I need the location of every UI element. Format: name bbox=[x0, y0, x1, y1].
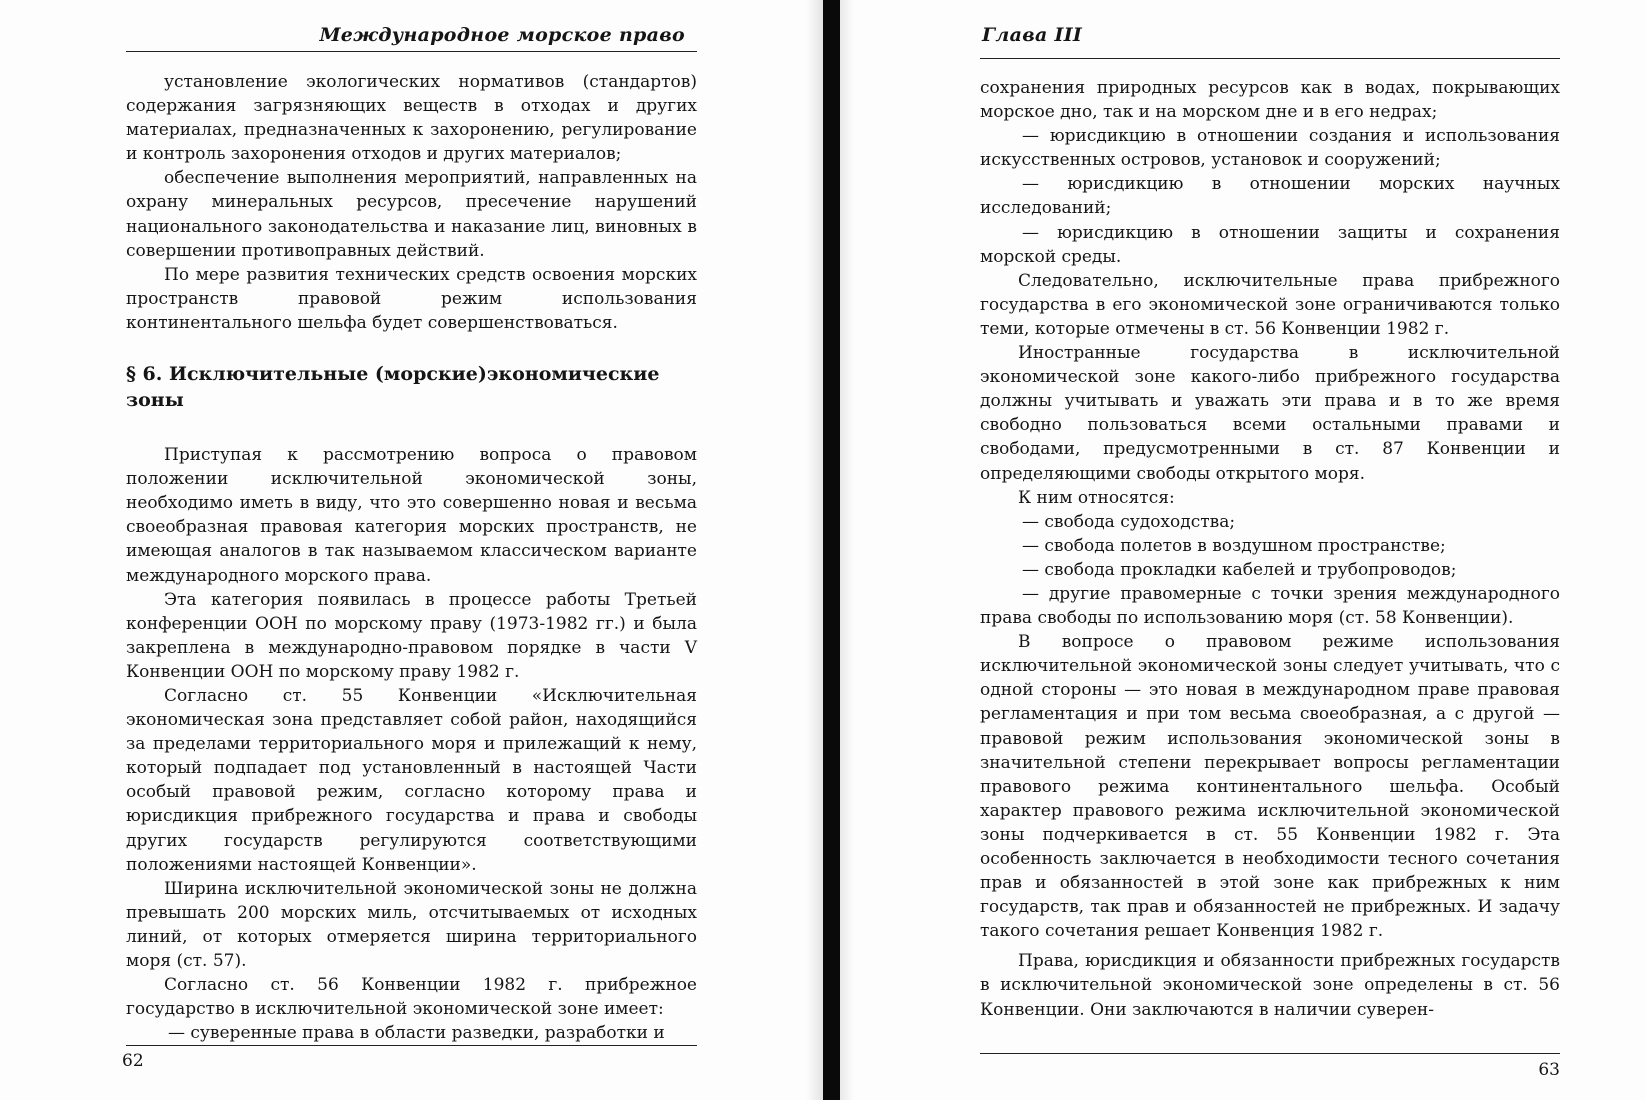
paragraph: — свобода полетов в воздушном пространстве; bbox=[1022, 535, 1446, 556]
paragraph: Ширина исключительной экономической зоны не должна превышать 200 морских миль, отсчитываемых от исходных линий, от которых отмеряется ширина территориального моря (ст. 57). bbox=[126, 878, 697, 971]
left-footer-rule bbox=[126, 1045, 697, 1046]
left-page-body bbox=[126, 70, 697, 1045]
paragraph: Согласно ст. 56 Конвенции 1982 г. прибрежное государство в исключительной экономической зоне имеет: bbox=[126, 975, 697, 1020]
paragraph: Следовательно, исключительные права прибрежного государства в его экономической зоне ограничиваются только теми, которые отмечены в ст. 56 Конвенции 1982 г. bbox=[980, 270, 1560, 339]
section-heading: § 6. Исключительные (морские)экономические зоны bbox=[126, 363, 660, 412]
paragraph: сохранения природных ресурсов как в водах, покрывающих морское дно, так и на морском дне и в его недрах; bbox=[980, 78, 1560, 123]
paragraph: — юрисдикцию в отношении создания и использования искусственных островов, установок и сооружений; bbox=[980, 126, 1560, 171]
page-number-right: 63 bbox=[1538, 1060, 1560, 1080]
paragraph: Приступая к рассмотрению вопроса о правовом положении исключительной экономической зоны, необходимо иметь в виду, что это совершенно новая и весьма своеобразная правовая категория морских пространств, не имеющая аналогов в так называемом классическом варианте международного морского права. bbox=[126, 445, 697, 586]
right-header-rule bbox=[980, 58, 1560, 59]
left-running-head: Международное морское право bbox=[319, 24, 685, 46]
paragraph: — юрисдикцию в отношении защиты и сохранения морской среды. bbox=[980, 222, 1560, 267]
paragraph: — юрисдикцию в отношении морских научных исследований; bbox=[980, 174, 1560, 219]
paragraph: Права, юрисдикция и обязанности прибрежных государств в исключительной экономической зоне определены в ст. 56 Конвенции. Они заключаются в наличии суверен- bbox=[980, 951, 1560, 1020]
paragraph: Эта категория появилась в процессе работы Третьей конференции ООН по морскому праву (1973-1982 гг.) и была закреплена в международно-правовом порядке в части V Конвенции ООН по морскому праву 1982 г. bbox=[126, 589, 697, 682]
paragraph: — суверенные права в области разведки, разработки и bbox=[168, 1023, 665, 1044]
right-running-head: Глава III bbox=[982, 24, 1083, 46]
paragraph: установление экологических нормативов (стандартов) содержания загрязняющих веществ в отходах и других материалах, предназначенных к захоронению, регулирование и контроль захоронения отходов и других материалов; bbox=[126, 72, 697, 165]
paragraph: — другие правомерные с точки зрения международного права свободы по использованию моря (ст. 58 Конвенции). bbox=[980, 583, 1560, 629]
gutter-shadow-left bbox=[806, 0, 823, 1100]
left-page bbox=[122, 0, 697, 1100]
paragraph: В вопросе о правовом режиме использования исключительной экономической зоны следует учитывать, что с одной стороны — это новая в международном праве правовая регламентация и при том весьма своеобразная, а с другой — правовой режим использования экономической зоны в значительной степени перекрывает вопросы регламентации правового режима континентального шельфа. Особый характер правового режима исключительной экономической зоны подчеркивается в ст. 55 Конвенции 1982 г. Эта особенность заключается в необходимости тесного сочетания прав и обязанностей в этой зоне как прибрежных к ним государств, так прав и обязанностей не прибрежных. И задачу такого сочетания решает Конвенция 1982 г. bbox=[980, 632, 1560, 942]
gutter-shadow-right bbox=[840, 0, 854, 1100]
right-page-body bbox=[980, 76, 1560, 1022]
paragraph: По мере развития технических средств освоения морских пространств правовой режим использования континентального шельфа будет совершенствоваться. bbox=[126, 264, 697, 333]
paragraph: обеспечение выполнения мероприятий, направленных на охрану минеральных ресурсов, пресечение нарушений национального законодательства и наказание лиц, виновных в совершении противоправных действий. bbox=[126, 168, 697, 261]
page-number-left: 62 bbox=[122, 1051, 144, 1071]
paragraph: Согласно ст. 55 Конвенции «Исключительная экономическая зона представляет собой район, находящийся за пределами территориального моря и прилежащий к нему, который подпадает под установленный в настоящей Части особый правовой режим, согласно которому права и юрисдикция прибрежного государства и права и свободы других государств регулируются соответствующими положениями настоящей Конвенции». bbox=[126, 685, 697, 875]
left-header-rule bbox=[126, 51, 697, 52]
paragraph: Иностранные государства в исключительной экономической зоне какого-либо прибрежного государства должны учитывать и уважать эти права и в то же время свободно пользоваться всеми остальными правами и свободами, предусмотренными в ст. 87 Конвенции и определяющими свободы открытого моря. bbox=[980, 343, 1560, 484]
right-page bbox=[980, 0, 1560, 1100]
book-gutter bbox=[823, 0, 840, 1100]
right-footer-rule bbox=[980, 1053, 1560, 1054]
paragraph: — свобода прокладки кабелей и трубопроводов; bbox=[1022, 559, 1457, 580]
paragraph: К ним относятся: bbox=[1018, 487, 1175, 508]
paragraph: — свобода судоходства; bbox=[1022, 511, 1236, 532]
